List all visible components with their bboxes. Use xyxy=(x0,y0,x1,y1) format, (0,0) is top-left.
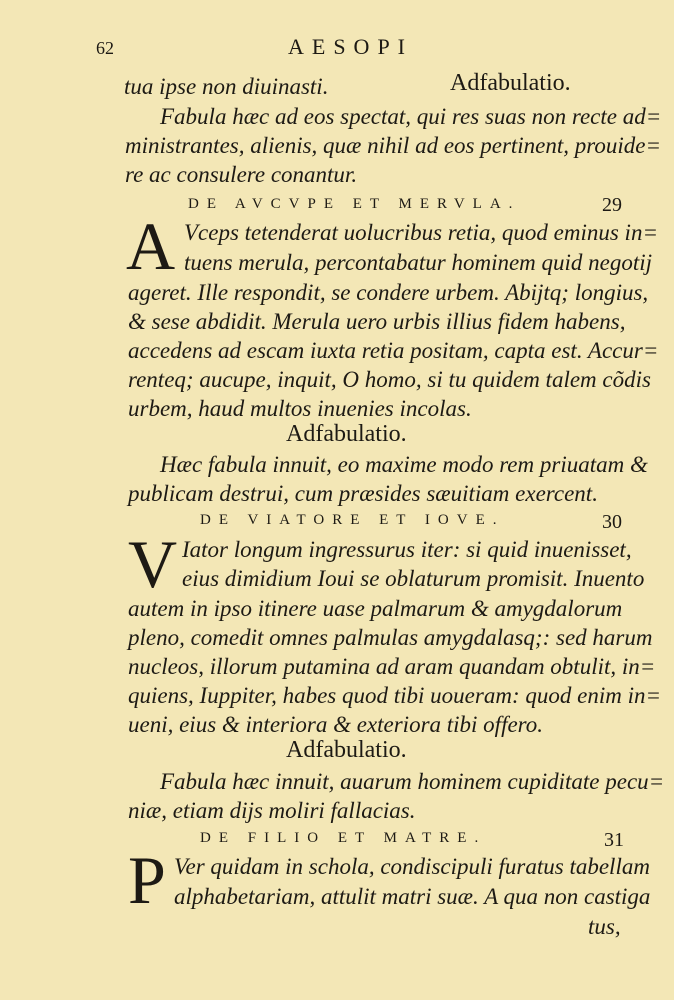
text-line: re ac consulere conantur. xyxy=(125,162,358,187)
text-line: urbem, haud multos inuenies incolas. xyxy=(128,396,472,421)
text-line: pleno, comedit omnes palmulas amygdalasq;: sed harum xyxy=(128,625,653,650)
text-line: nucleos, illorum putamina ad aram quandam obtulit, in= xyxy=(128,654,656,679)
text-line: autem in ipso itinere uase palmarum & amygdalorum xyxy=(128,596,623,621)
text-line: & sese abdidit. Merula uero urbis illius fidem habens, xyxy=(128,309,626,334)
text-line: Hæc fabula innuit, eo maxime modo rem priuatam & xyxy=(160,452,648,477)
fable-number: 30 xyxy=(602,511,622,533)
section-heading: Adfabulatio. xyxy=(286,737,407,763)
fable-number: 29 xyxy=(602,194,622,216)
text-line: Ver quidam in schola, condiscipuli furatus tabellam xyxy=(174,854,650,879)
fable-title: DE VIATORE ET IOVE. xyxy=(200,512,505,528)
drop-cap: A xyxy=(126,208,176,284)
section-heading: Adfabulatio. xyxy=(450,70,571,96)
text-line: Vceps tetenderat uolucribus retia, quod eminus in= xyxy=(184,220,658,245)
text-line: niæ, etiam dijs moliri fallacias. xyxy=(128,798,416,823)
running-head: AESOPI xyxy=(288,34,414,59)
text-line: ministrantes, alienis, quæ nihil ad eos pertinent, prouide= xyxy=(125,133,661,158)
catchword: tus, xyxy=(588,914,621,939)
drop-cap: V xyxy=(128,526,178,602)
text-line: accedens ad escam iuxta retia positam, capta est. Accur= xyxy=(128,338,659,363)
fable-title: DE FILIO ET MATRE. xyxy=(200,830,487,846)
page-number: 62 xyxy=(96,38,114,58)
drop-cap: P xyxy=(128,842,166,918)
text-line: ageret. Ille respondit, se condere urbem. Abijtq; longius, xyxy=(128,280,649,305)
fable-number: 31 xyxy=(604,829,624,851)
text-line: tuens merula, percontabatur hominem quid negotij xyxy=(184,250,653,275)
text-line: ueni, eius & interiora & exteriora tibi offero. xyxy=(128,712,544,737)
text-line: renteq; aucupe, inquit, O homo, si tu quidem talem cõdis xyxy=(128,367,651,392)
text-line: quiens, Iuppiter, habes quod tibi uoueram: quod enim in= xyxy=(128,683,661,708)
text-line: Fabula hæc innuit, auarum hominem cupiditate pecu= xyxy=(160,769,665,794)
text-line: publicam destrui, cum præsides sæuitiam exercent. xyxy=(128,481,598,506)
fable-title: DE AVCVPE ET MERVLA. xyxy=(188,196,521,212)
text-line: Iator longum ingressurus iter: si quid inuenisset, xyxy=(182,537,632,562)
section-heading: Adfabulatio. xyxy=(286,421,407,447)
text-line: eius dimidium Ioui se oblaturum promisit. Inuento xyxy=(182,566,645,591)
text-line: tua ipse non diuinasti. xyxy=(124,74,329,99)
text-line: alphabetariam, attulit matri suæ. A qua non castiga xyxy=(174,884,651,909)
text-line: Fabula hæc ad eos spectat, qui res suas non recte ad= xyxy=(160,104,662,129)
